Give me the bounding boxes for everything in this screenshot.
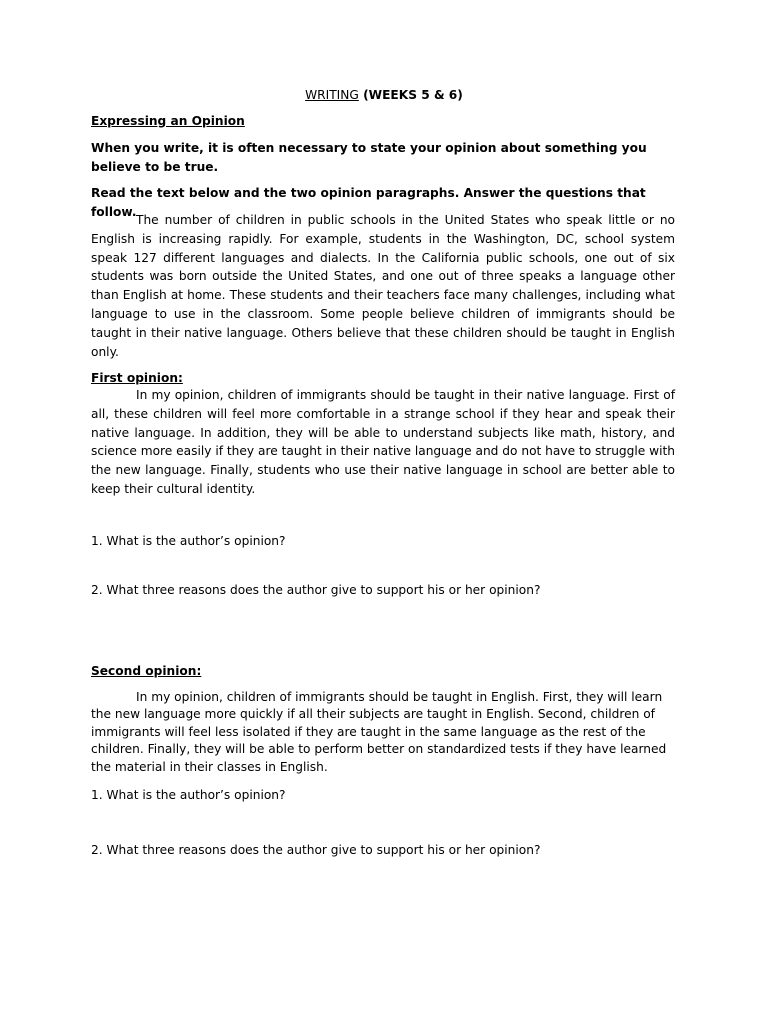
intro-instruction-2: Read the text below and the two opinion paragraphs. Answer the questions that follow.: [91, 186, 646, 219]
second-opinion-paragraph: In my opinion, children of immigrants should be taught in English. First, they will learn the new language more quickly if all their subjects are taught in English. Second, children of immigrants will feel less isolated if they are taught in the same language as the rest of the children. Finally, they will be able to perform better on standardized tests if they have learned the material in their classes in English.: [91, 690, 667, 774]
second-opinion-question-2: 2. What three reasons does the author give to support his or her opinion?: [91, 843, 541, 857]
second-opinion-heading: Second opinion:: [91, 664, 202, 678]
title-underlined: WRITING: [305, 88, 359, 102]
main-passage: The number of children in public schools in the United States who speak little or no English is increasing rapidly. For example, students in the Washington, DC, school system speak 127 different languages and dialects. In the California public schools, one out of six students was born outside the United States, and one out of three speaks a language other than English at home. These students and their teachers face many challenges, including what language to use in the classroom. Some people believe children of immigrants should be taught in their native language. Others believe that these children should be taught in English only.: [91, 213, 675, 359]
title-weeks: (WEEKS 5 & 6): [358, 88, 463, 102]
first-opinion-question-2: 2. What three reasons does the author give to support his or her opinion?: [91, 583, 541, 597]
heading-expressing-opinion: Expressing an Opinion: [91, 114, 245, 128]
first-opinion-heading: First opinion:: [91, 371, 183, 385]
first-opinion-question-1: 1. What is the author’s opinion?: [91, 534, 286, 548]
intro-instruction-1: When you write, it is often necessary to state your opinion about something you believe to be true.: [91, 141, 647, 174]
first-opinion-paragraph: In my opinion, children of immigrants should be taught in their native language. First of all, these children will feel more comfortable in a strange school if they hear and speak their native language. In addition, they will be able to understand subjects like math, history, and science more easily if they are taught in their native language and do not have to struggle with the new language. Finally, students who use their native language in school are better able to keep their cultural identity.: [91, 388, 676, 496]
second-opinion-question-1: 1. What is the author’s opinion?: [91, 788, 286, 802]
page-title: [0, 86, 768, 104]
